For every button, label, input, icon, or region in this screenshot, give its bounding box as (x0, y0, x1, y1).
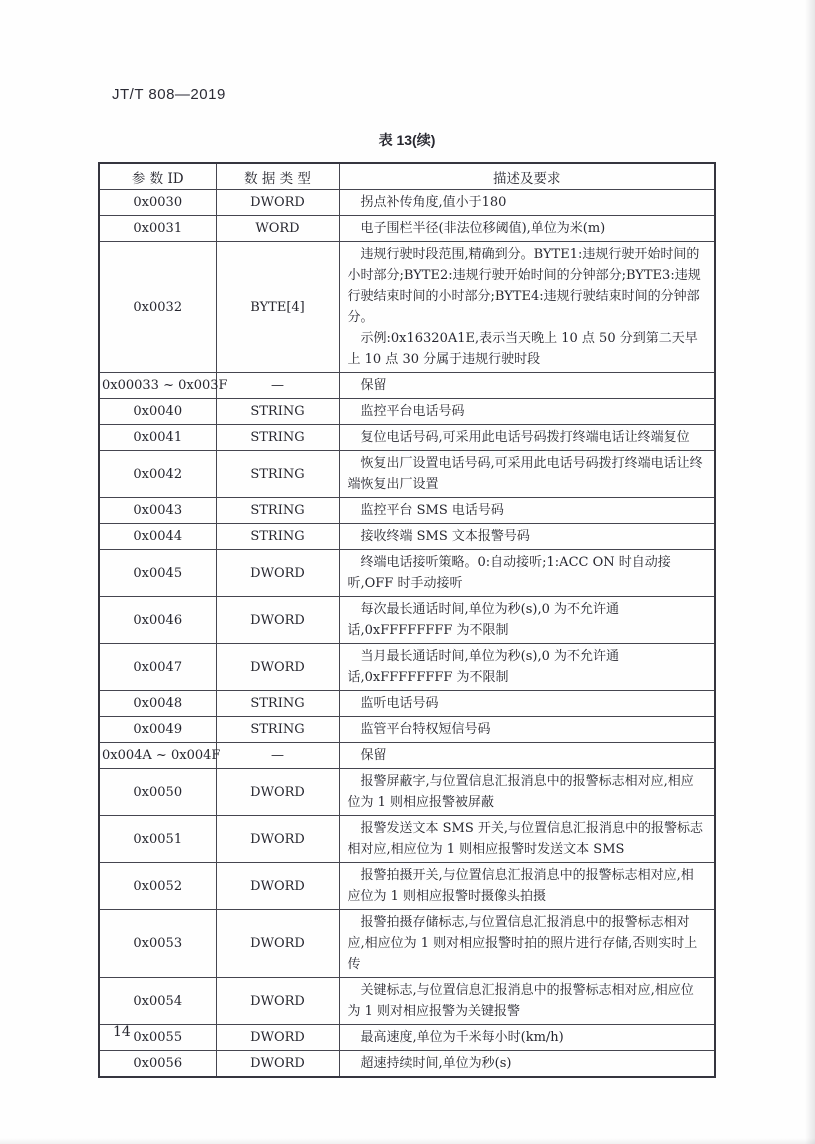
param-id-cell: 0x0055 (99, 1025, 216, 1051)
param-id-cell: 0x0050 (99, 769, 216, 816)
data-type-cell: STRING (216, 498, 339, 524)
table-row (99, 399, 715, 425)
data-type-cell: DWORD (216, 863, 339, 910)
param-id-cell: 0x0041 (99, 425, 216, 451)
description-cell (339, 190, 715, 216)
data-type-cell: STRING (216, 524, 339, 550)
param-id-cell: 0x0040 (99, 399, 216, 425)
description-cell (339, 816, 715, 863)
description-cell (339, 644, 715, 691)
param-id-cell: 0x0030 (99, 190, 216, 216)
description-cell (339, 743, 715, 769)
param-id-cell: 0x0048 (99, 691, 216, 717)
data-type-cell: BYTE[4] (216, 242, 339, 373)
description-paragraph: 最高速度,单位为千米每小时(km/h) (360, 1030, 564, 1045)
param-id-cell: 0x0051 (99, 816, 216, 863)
table-row (99, 1051, 715, 1078)
data-type-cell: DWORD (216, 910, 339, 978)
table-row (99, 524, 715, 550)
description-cell (339, 910, 715, 978)
param-id-cell: 0x0046 (99, 597, 216, 644)
description-cell (339, 691, 715, 717)
description-paragraph: 当月最长通话时间,单位为秒(s),0 为不允许通话,0xFFFFFFFF 为不限制 (347, 649, 619, 685)
data-type-cell: STRING (216, 451, 339, 498)
standard-code: JT/T 808—2019 (112, 86, 226, 103)
param-table-body (99, 190, 715, 1078)
description-cell (339, 717, 715, 743)
param-id-cell: 0x0044 (99, 524, 216, 550)
description-paragraph: 监控平台电话号码 (360, 404, 465, 419)
table-row (99, 691, 715, 717)
param-id-cell: 0x0043 (99, 498, 216, 524)
description-cell (339, 373, 715, 399)
scan-edge-artifact (0, 1138, 815, 1144)
description-paragraph: 监管平台特权短信号码 (360, 722, 491, 737)
data-type-cell: STRING (216, 717, 339, 743)
description-cell (339, 524, 715, 550)
table-row (99, 190, 715, 216)
description-cell (339, 597, 715, 644)
table-row (99, 769, 715, 816)
description-paragraph: 关键标志,与位置信息汇报消息中的报警标志相对应,相应位为 1 则对相应报警为关键报警 (347, 983, 694, 1019)
description-cell (339, 550, 715, 597)
description-cell (339, 769, 715, 816)
description-cell (339, 451, 715, 498)
table-row (99, 451, 715, 498)
description-paragraph: 监听电话号码 (360, 696, 439, 711)
param-id-cell: 0x0042 (99, 451, 216, 498)
param-id-cell: 0x004A ~ 0x004F (99, 743, 216, 769)
data-type-cell: WORD (216, 216, 339, 242)
param-id-cell: 0x0049 (99, 717, 216, 743)
description-paragraph: 报警拍摄开关,与位置信息汇报消息中的报警标志相对应,相应位为 1 则相应报警时摄像头拍摄 (347, 868, 694, 904)
description-paragraph: 违规行驶时段范围,精确到分。BYTE1:违规行驶开始时间的小时部分;BYTE2:违规行驶开始时间的分钟部分;BYTE3:违规行驶结束时间的小时部分;BYTE4:违规行驶结束时间的分钟部分。 (347, 247, 701, 325)
description-paragraph: 报警发送文本 SMS 开关,与位置信息汇报消息中的报警标志相对应,相应位为 1 则相应报警时发送文本 SMS (347, 821, 704, 857)
data-type-cell: STRING (216, 425, 339, 451)
param-id-cell: 0x0054 (99, 978, 216, 1025)
description-paragraph: 电子围栏半径(非法位移阈值),单位为米(m) (360, 221, 606, 236)
description-paragraph: 恢复出厂设置电话号码,可采用此电话号码拨打终端电话让终端恢复出厂设置 (347, 456, 703, 492)
data-type-cell: — (216, 373, 339, 399)
description-paragraph: 每次最长通话时间,单位为秒(s),0 为不允许通话,0xFFFFFFFF 为不限制 (347, 602, 619, 638)
data-type-cell: STRING (216, 399, 339, 425)
parameter-table (98, 162, 716, 1078)
description-cell (339, 216, 715, 242)
description-paragraph: 报警拍摄存储标志,与位置信息汇报消息中的报警标志相对应,相应位为 1 则对相应报警时拍的照片进行存储,否则实时上传 (347, 915, 698, 972)
description-paragraph: 超速持续时间,单位为秒(s) (360, 1056, 512, 1071)
table-row (99, 978, 715, 1025)
description-cell (339, 242, 715, 373)
description-paragraph: 保留 (360, 748, 387, 763)
table-row (99, 550, 715, 597)
table-row (99, 498, 715, 524)
description-paragraph: 复位电话号码,可采用此电话号码拨打终端电话让终端复位 (360, 430, 690, 445)
description-cell (339, 1025, 715, 1051)
data-type-cell: DWORD (216, 550, 339, 597)
param-id-cell: 0x00033 ~ 0x003F (99, 373, 216, 399)
table-row (99, 743, 715, 769)
page-number: 14 (113, 1024, 131, 1040)
description-paragraph: 拐点补传角度,值小于180 (360, 195, 507, 210)
table-row (99, 644, 715, 691)
scan-edge-artifact (805, 0, 815, 1144)
description-paragraph: 监控平台 SMS 电话号码 (360, 503, 504, 518)
table-header-row (99, 163, 715, 190)
description-paragraph: 报警屏蔽字,与位置信息汇报消息中的报警标志相对应,相应位为 1 则相应报警被屏蔽 (347, 774, 694, 810)
param-id-cell: 0x0052 (99, 863, 216, 910)
description-paragraph: 保留 (360, 378, 387, 393)
table-row (99, 910, 715, 978)
table-row (99, 242, 715, 373)
description-paragraph: 示例:0x16320A1E,表示当天晚上 10 点 50 分到第二天早上 10 点 30 分属于违规行驶时段 (347, 331, 698, 367)
param-id-cell: 0x0053 (99, 910, 216, 978)
description-paragraph: 接收终端 SMS 文本报警号码 (360, 529, 530, 544)
description-cell (339, 1051, 715, 1078)
data-type-cell: DWORD (216, 978, 339, 1025)
column-header: 描述及要求 (339, 163, 715, 190)
param-id-cell: 0x0047 (99, 644, 216, 691)
table-row (99, 597, 715, 644)
column-header: 参 数 ID (99, 163, 216, 190)
data-type-cell: DWORD (216, 644, 339, 691)
param-id-cell: 0x0032 (99, 242, 216, 373)
description-paragraph: 终端电话接听策略。0:自动接听;1:ACC ON 时自动接听,OFF 时手动接听 (347, 555, 671, 591)
data-type-cell: — (216, 743, 339, 769)
data-type-cell: STRING (216, 691, 339, 717)
table-row (99, 1025, 715, 1051)
param-id-cell: 0x0056 (99, 1051, 216, 1078)
description-cell (339, 399, 715, 425)
table-row (99, 425, 715, 451)
table-row (99, 863, 715, 910)
data-type-cell: DWORD (216, 1025, 339, 1051)
table-row (99, 216, 715, 242)
description-cell (339, 978, 715, 1025)
data-type-cell: DWORD (216, 597, 339, 644)
description-cell (339, 863, 715, 910)
description-cell (339, 425, 715, 451)
table-row (99, 373, 715, 399)
table-row (99, 717, 715, 743)
table-row (99, 816, 715, 863)
param-id-cell: 0x0031 (99, 216, 216, 242)
data-type-cell: DWORD (216, 1051, 339, 1078)
data-type-cell: DWORD (216, 816, 339, 863)
param-id-cell: 0x0045 (99, 550, 216, 597)
column-header: 数 据 类 型 (216, 163, 339, 190)
data-type-cell: DWORD (216, 769, 339, 816)
data-type-cell: DWORD (216, 190, 339, 216)
description-cell (339, 498, 715, 524)
table-title: 表 13(续) (378, 132, 436, 148)
table-header (99, 163, 715, 190)
